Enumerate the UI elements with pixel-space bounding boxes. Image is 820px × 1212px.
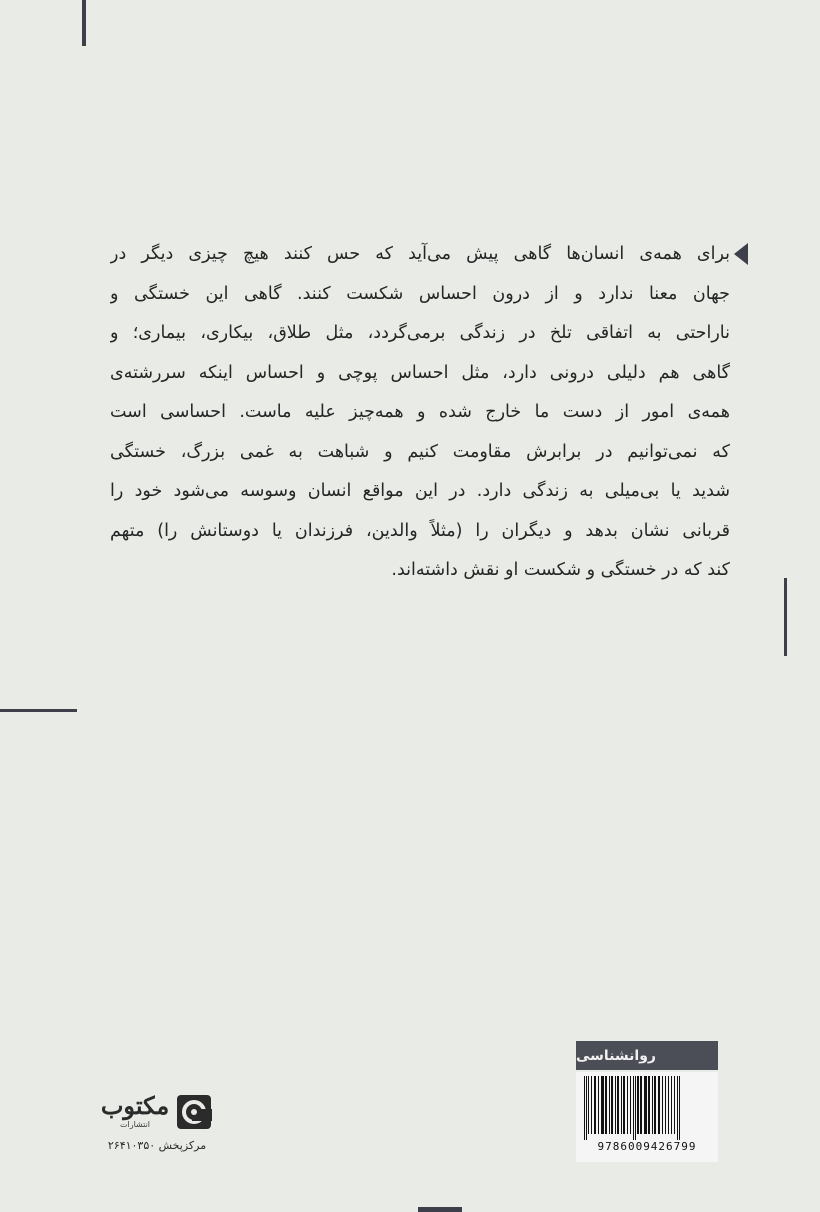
barcode-bar: [627, 1076, 628, 1134]
barcode-bar: [671, 1076, 672, 1134]
blurb-line: کند که در خستگی و شکست او نقش داشته‌اند.: [391, 560, 730, 580]
crop-mark-left: [0, 709, 77, 712]
blurb-line: گاهی هم دلیلی درونی دارد، مثل احساس پوچی و احساس اینکه سررشته‌ی: [110, 362, 730, 383]
isbn-number: 9786009426799: [597, 1140, 697, 1153]
blurb-line: برای همه‌ی انسان‌ها گاهی پیش می‌آید که حس کنند هیچ چیزی دیگر در: [110, 244, 730, 264]
barcode-bar: [662, 1076, 663, 1134]
barcode-bar: [586, 1076, 587, 1140]
barcode-bar: [594, 1076, 596, 1134]
barcode-bar: [605, 1076, 607, 1134]
blurb-line: همه‌ی امور از دست ما خارج شده و همه‌چیز علیه ماست. احساسی است: [110, 402, 730, 422]
barcode-bar: [637, 1076, 639, 1134]
crop-mark-top: [82, 0, 86, 46]
barcode-bar: [644, 1076, 647, 1134]
barcode-bar: [630, 1076, 631, 1134]
barcode-bar: [621, 1076, 622, 1134]
barcode-bar: [633, 1076, 634, 1140]
barcode-bar: [648, 1076, 650, 1134]
crop-mark-bottom: [418, 1207, 462, 1212]
barcode-bar: [598, 1076, 599, 1134]
barcode-bar: [623, 1076, 625, 1134]
category-text: روانشناسی: [576, 1047, 656, 1064]
blurb-line: شدید یا بی‌میلی به زندگی دارد. در این مواقع انسان وسوسه می‌شود خود را: [110, 481, 730, 501]
publisher-block: [96, 1092, 220, 1162]
barcode-bar: [588, 1076, 589, 1134]
barcode-bar: [652, 1076, 653, 1134]
distribution-phone: مرکزپخش ۲۶۴۱۰۳۵۰: [107, 1139, 207, 1152]
blurb-line: ناراحتی به اتفاقی تلخ در زندگی برمی‌گردد، مثل طلاق، بیکاری، بیماری؛ و: [110, 323, 730, 343]
barcode-bar: [658, 1076, 660, 1134]
barcode-bar: [584, 1076, 585, 1140]
triangle-pointer-icon: [734, 243, 748, 265]
blurb-line: قربانی نشان بدهد و دیگران را (مثلاً والدین، فرزندان یا دوستانش را) متهم: [110, 520, 730, 541]
publisher-subtitle: انتشارات: [119, 1120, 151, 1129]
barcode-bar: [615, 1076, 616, 1134]
barcode-bar: [640, 1076, 642, 1134]
publisher-logo-icon: [176, 1094, 212, 1130]
barcode-bar: [609, 1076, 610, 1134]
barcode-bar: [591, 1076, 592, 1134]
barcode-bar: [674, 1076, 675, 1134]
publisher-name: مکتوب: [100, 1091, 170, 1120]
crop-mark-right: [784, 578, 787, 656]
category-label: [576, 1041, 718, 1070]
barcode-bar: [677, 1076, 678, 1140]
blurb-line: که نمی‌توانیم در برابرش مقاومت کنیم و شباهت به غمی بزرگ، خستگی: [110, 441, 730, 462]
barcode-bar: [665, 1076, 666, 1134]
barcode-bar: [654, 1076, 656, 1134]
blurb-line: جهان معنا ندارد و از درون احساس شکست کنند. گاهی این خستگی و: [110, 283, 730, 304]
barcode-bar: [611, 1076, 613, 1134]
barcode-bars: [582, 1076, 712, 1140]
back-cover-blurb: [110, 235, 730, 591]
barcode-bar: [601, 1076, 604, 1134]
barcode-bar: [635, 1076, 636, 1140]
barcode-bar: [679, 1076, 680, 1140]
barcode-bar: [617, 1076, 619, 1134]
isbn-barcode: [576, 1072, 718, 1162]
barcode-bar: [668, 1076, 669, 1134]
